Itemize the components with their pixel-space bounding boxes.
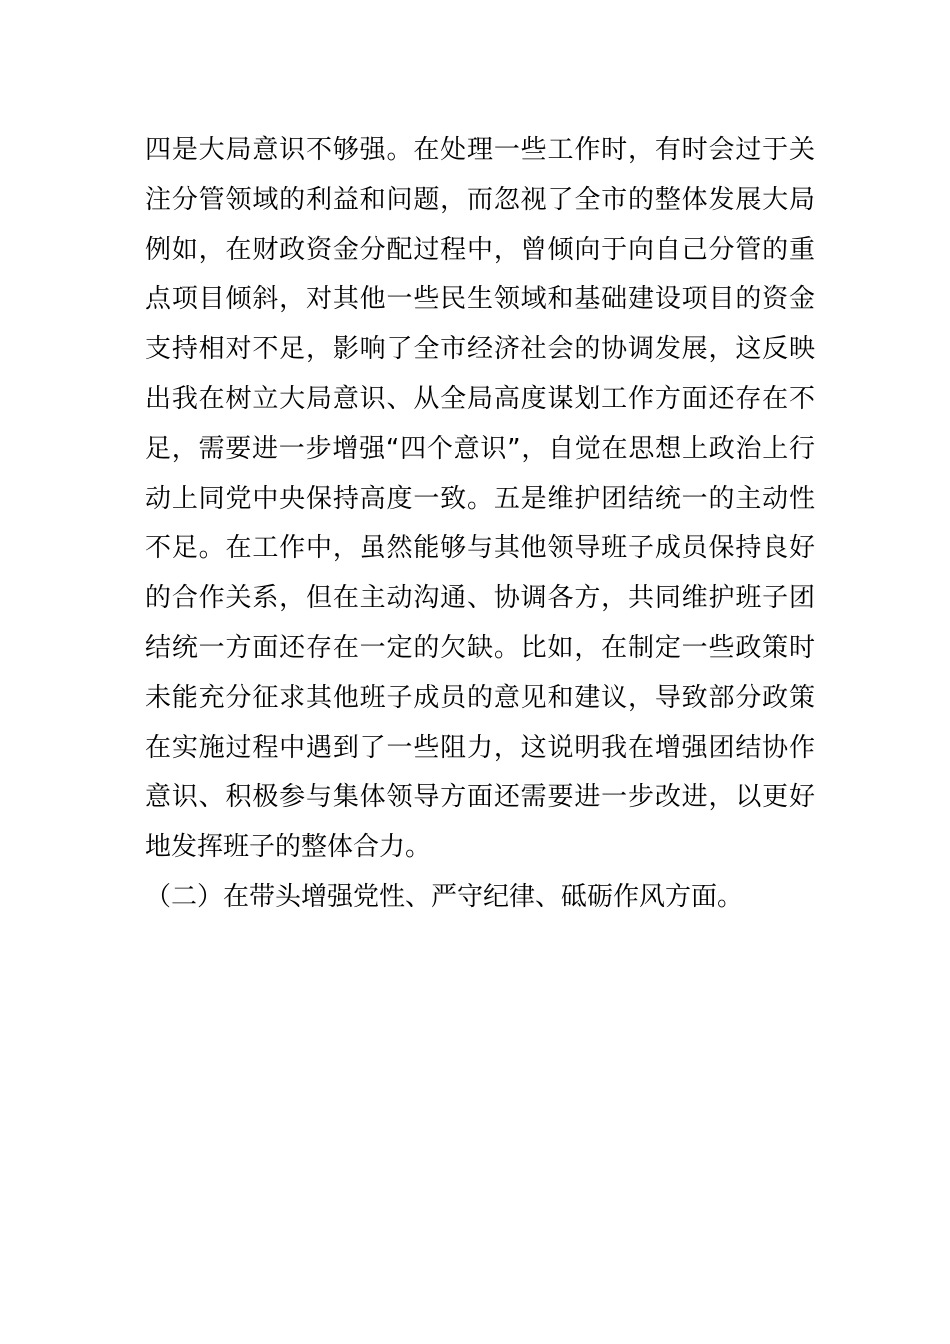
paragraph-line: 足，需要进一步增强“四个意识”，自觉在思想上政治上行 [145,433,815,464]
paragraph-line: 出我在树立大局意识、从全局高度谋划工作方面还存在不 [145,383,815,414]
paragraph-line: 点项目倾斜，对其他一些民生领域和基础建设项目的资金 [145,284,815,315]
section-heading: （二）在带头增强党性、严守纪律、砥砺作风方面。 [145,882,744,912]
body-paragraph [145,126,815,873]
paragraph-line: 注分管领域的利益和问题，而忽视了全市的整体发展大局 [145,184,815,215]
paragraph-line: 意识、积极参与集体领导方面还需要进一步改进，以更好 [145,782,815,813]
paragraph-line: 未能充分征求其他班子成员的意见和建议，导致部分政策 [145,682,815,713]
paragraph-line: 的合作关系，但在主动沟通、协调各方，共同维护班子团 [145,583,815,614]
paragraph-line: 支持相对不足，影响了全市经济社会的协调发展，这反映 [145,334,815,365]
paragraph-line: 四是大局意识不够强。在处理一些工作时，有时会过于关 [145,135,815,165]
paragraph-line: 动上同党中央保持高度一致。五是维护团结统一的主动性 [145,483,815,514]
paragraph-line: 结统一方面还存在一定的欠缺。比如，在制定一些政策时 [145,632,815,663]
paragraph-line: 不足。在工作中，虽然能够与其他领导班子成员保持良好 [145,533,815,564]
paragraph-line: 在实施过程中遇到了一些阻力，这说明我在增强团结协作 [145,732,815,763]
paragraph-line: 地发挥班子的整体合力。 [145,832,432,863]
paragraph-line: 例如，在财政资金分配过程中，曾倾向于向自己分管的重 [145,234,815,265]
